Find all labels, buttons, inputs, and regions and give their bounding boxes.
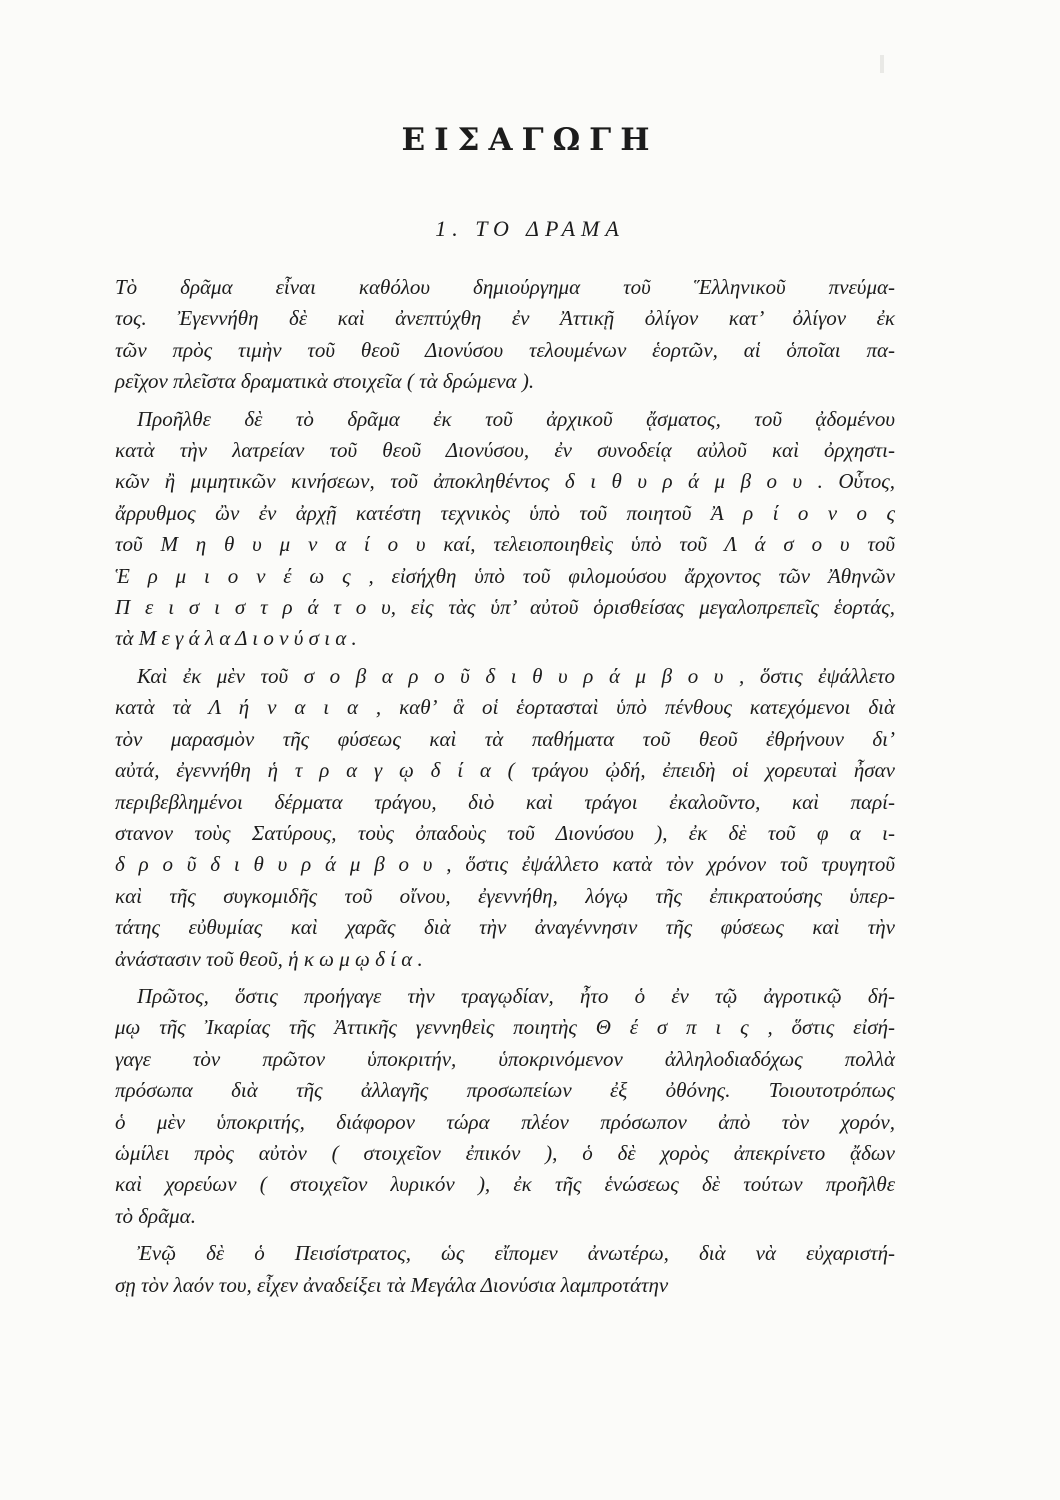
paragraph xyxy=(115,1238,895,1301)
text-line: τοῦ Μ η θ υ μ ν α ί ο υ καί, τελειοποιηθεὶς ὑπὸ τοῦ Λ ά σ ο υ τοῦ xyxy=(115,532,895,557)
text-line: ἀνάστασιν τοῦ θεοῦ, ἡ κ ω μ ῳ δ ί α . xyxy=(115,946,423,971)
text-line: δ ρ ο ῦ δ ι θ υ ρ ά μ β ο υ , ὅστις ἐψάλλετο κατὰ τὸν χρόνον τοῦ τρυγητοῦ xyxy=(115,852,895,877)
text-line: περιβεβλημένοι δέρματα τράγου, διὸ καὶ τράγοι ἐκαλοῦντο, καὶ παρί- xyxy=(115,789,895,814)
paragraph xyxy=(115,661,895,975)
text-line: τος. Ἐγεννήθη δὲ καὶ ἀνεπτύχθη ἐν Ἀττικῇ ὀλίγον κατ’ ὀλίγον ἐκ xyxy=(115,306,895,331)
text-line: Π ε ι σ ι σ τ ρ ά τ ο υ, εἰς τὰς ὑπ’ αὐτοῦ ὁρισθείσας μεγαλοπρεπεῖς ἑορτάς, xyxy=(115,595,895,620)
text-line: σῃ τὸν λαόν του, εἶχεν ἀναδείξει τὰ Μεγάλα Διονύσια λαμπροτάτην xyxy=(115,1272,669,1297)
text-line: Τὸ δρᾶμα εἶναι καθόλου δημιούργημα τοῦ Ἕλληνικοῦ πνεύμα- xyxy=(115,275,895,299)
body-text xyxy=(115,272,895,1307)
text-line: Ἐνῷ δὲ ὁ Πεισίστρατος, ὡς εἴπομεν ἀνωτέρω, διὰ νὰ εὐχαριστή- xyxy=(137,1241,895,1266)
paragraph xyxy=(115,404,895,655)
text-line: Πρῶτος, ὅστις προήγαγε τὴν τραγῳδίαν, ἦτο ὁ ἐν τῷ ἀγροτικῷ δή- xyxy=(137,983,895,1008)
text-line: τῶν πρὸς τιμὴν τοῦ θεοῦ Διονύσου τελουμένων ἑορτῶν, αἱ ὁποῖαι πα- xyxy=(115,337,895,362)
text-line: μῳ τῆς Ἰκαρίας τῆς Ἀττικῆς γεννηθεὶς ποιητὴς Θ έ σ π ι ς , ὅστις εἰσή- xyxy=(115,1015,895,1040)
margin-mark xyxy=(880,55,884,73)
text-line: Προῆλθε δὲ τὸ δρᾶμα ἐκ τοῦ ἀρχικοῦ ᾄσματος, τοῦ ᾀδομένου xyxy=(137,406,895,431)
text-line: αὐτά, ἐγεννήθη ἡ τ ρ α γ ῳ δ ί α ( τράγου ᾠδή, ἐπειδὴ οἱ χορευταὶ ἦσαν xyxy=(115,758,895,783)
text-line: Καὶ ἐκ μὲν τοῦ σ ο β α ρ ο ῦ δ ι θ υ ρ ά μ β ο υ , ὅστις ἐψάλλετο xyxy=(137,663,895,688)
text-line: γαγε τὸν πρῶτον ὑποκριτήν, ὑποκρινόμενον ἀλληλοδιαδόχως πολλὰ xyxy=(115,1046,895,1071)
text-line: ὡμίλει πρὸς αὐτὸν ( στοιχεῖον ἐπικόν ), ὁ δὲ χορὸς ἀπεκρίνετο ᾄδων xyxy=(115,1140,895,1165)
text-line: τὸν μαρασμὸν τῆς φύσεως καὶ τὰ παθήματα τοῦ θεοῦ ἐθρήνουν δι’ xyxy=(115,726,895,751)
text-line: ὁ μὲν ὑποκριτής, διάφορον τώρα πλέον πρόσωπον ἀπὸ τὸν χορόν, xyxy=(115,1109,895,1134)
text-line: τὰ Μ ε γ ά λ α Δ ι ο ν ύ σ ι α . xyxy=(115,626,357,651)
text-line: τὸ δρᾶμα. xyxy=(115,1203,196,1228)
text-line: ἄρρυθμος ὢν ἐν ἀρχῇ κατέστη τεχνικὸς ὑπὸ τοῦ ποιητοῦ Ἀ ρ ί ο ν ο ς xyxy=(115,500,895,525)
text-line: πρόσωπα διὰ τῆς ἀλλαγῆς προσωπείων ἐξ ὀθόνης. Τοιουτοτρόπως xyxy=(115,1078,895,1103)
text-line: κατὰ τὴν λατρείαν τοῦ θεοῦ Διονύσου, ἐν συνοδείᾳ αὐλοῦ καὶ ὀρχηστι- xyxy=(115,438,895,463)
page-title: ΕΙΣΑΓΩΓΗ xyxy=(401,122,659,158)
text-line: κατὰ τὰ Λ ή ν α ι α , καθ’ ἃ οἱ ἑορτασταὶ ὑπὸ πένθους κατεχόμενοι διὰ xyxy=(115,695,895,720)
text-line: Ἑ ρ μ ι ο ν έ ω ς , εἰσήχθη ὑπὸ τοῦ φιλομούσου ἄρχοντος τῶν Ἀθηνῶν xyxy=(115,563,895,588)
text-line: κῶν ἢ μιμητικῶν κινήσεων, τοῦ ἀποκληθέντος δ ι θ υ ρ ά μ β ο υ . Οὗτος, xyxy=(115,469,895,494)
paragraph xyxy=(115,981,895,1232)
text-line: καὶ χορεύων ( στοιχεῖον λυρικόν ), ἐκ τῆς ἑνώσεως δὲ τούτων προῆλθε xyxy=(115,1172,895,1197)
text-line: τάτης εὐθυμίας καὶ χαρᾶς διὰ τὴν ἀναγέννησιν τῆς φύσεως καὶ τὴν xyxy=(115,915,895,940)
text-line: στανον τοὺς Σατύρους, τοὺς ὀπαδοὺς τοῦ Διονύσου ), ἐκ δὲ τοῦ φ α ι- xyxy=(115,820,895,845)
text-line: ρεῖχον πλεῖστα δραματικὰ στοιχεῖα ( τὰ δρώμενα ). xyxy=(115,369,535,394)
text-line: καὶ τῆς συγκομιδῆς τοῦ οἴνου, ἐγεννήθη, λόγῳ τῆς ἐπικρατούσης ὑπερ- xyxy=(115,883,895,908)
paragraph xyxy=(115,272,895,398)
section-title: 1. ΤΟ ΔΡΑΜΑ xyxy=(435,216,625,241)
